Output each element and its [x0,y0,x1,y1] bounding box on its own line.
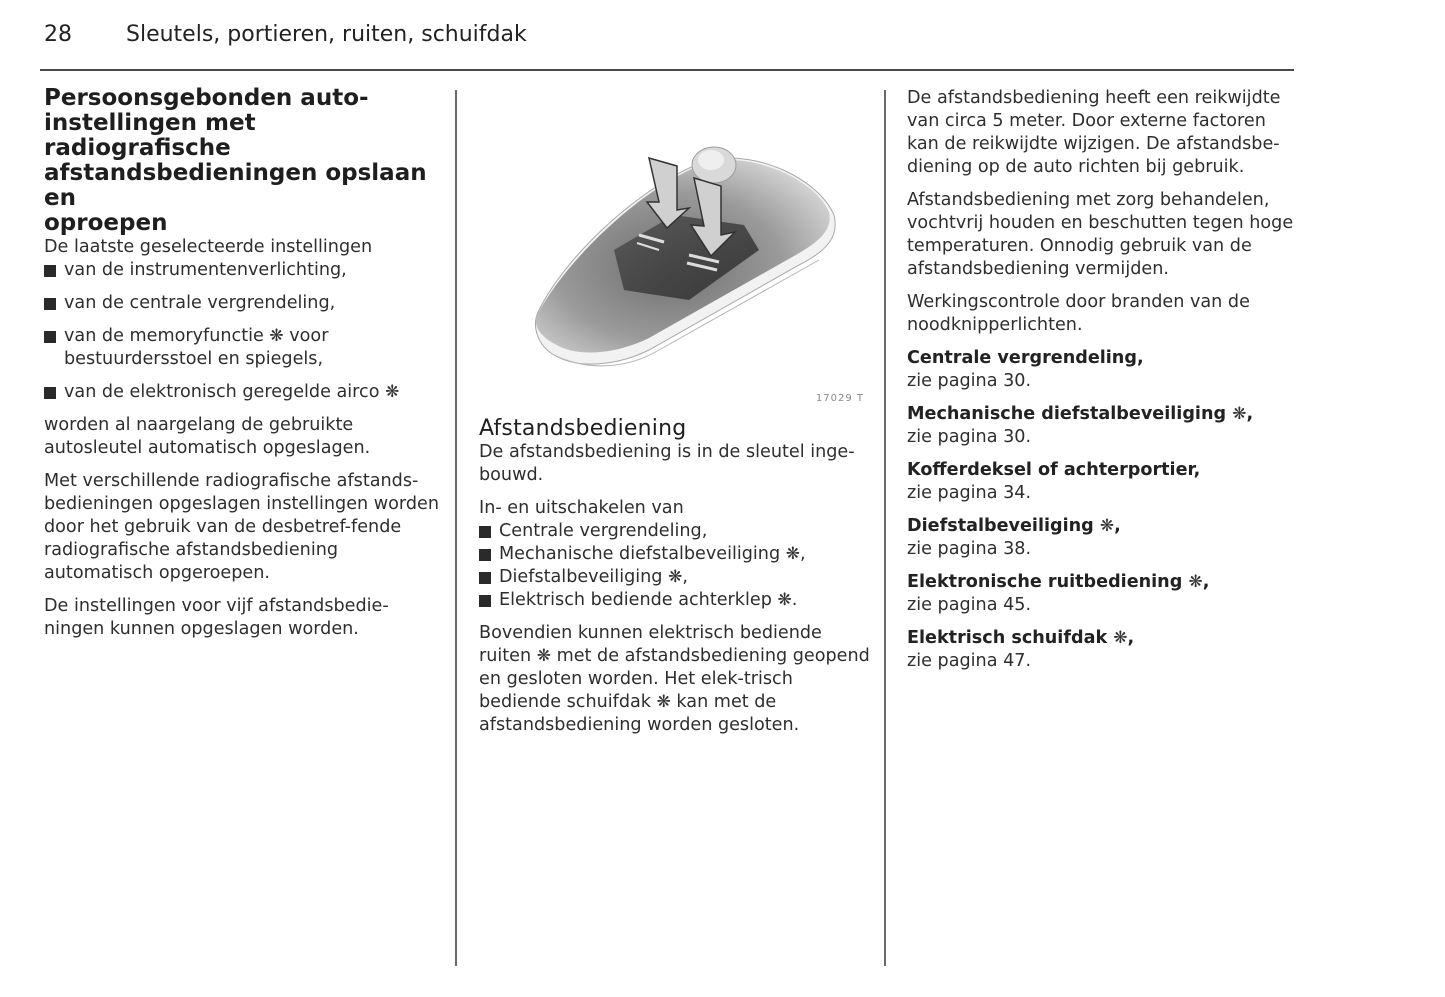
optional-equipment-star-icon: ❋ [269,326,284,346]
list-item [44,259,449,282]
paragraph: De afstandsbediening heeft een reikwijdte van circa 5 meter. Door externe factoren kan de reikwijdte wijzigen. De afstandsbe-diening op de auto richten bij gebruik. [907,88,1281,177]
punctuation: . [791,590,798,610]
list-item-text: Diefstalbeveiliging [499,567,663,587]
paragraph: Met verschillende radiografische afstands-bedieningen opgeslagen instellingen worden door het gebruik van de desbetref-fende radiografische afstandsbediening automatisch opgeroepen. [44,471,439,583]
square-bullet-icon [479,526,491,538]
page-number: 28 [44,22,72,47]
square-bullet-icon [44,387,56,399]
reference-title: Kofferdeksel of achterportier, [907,460,1201,480]
reference-title: Elektrisch schuifdak ❋, [907,628,1135,648]
list-item [44,381,449,404]
list-item [44,325,449,371]
reference-title: Mechanische diefstalbeveiliging ❋, [907,404,1254,424]
title-line: afstandsbedieningen opslaan en [44,160,427,211]
remote-functions-list [479,520,874,612]
optional-equipment-star-icon: ❋ [1232,404,1247,424]
list-item-text: van de elektronisch geregelde airco [64,382,380,402]
optional-equipment-star-icon: ❋ [385,382,400,402]
square-bullet-icon [44,298,56,310]
reference-central-locking[interactable] [907,347,1302,393]
reference-electric-sunroof[interactable] [907,627,1302,673]
optional-equipment-star-icon: ❋ [1099,516,1115,536]
paragraph: De instellingen voor vijf afstandsbedie-ningen kunnen opgeslagen worden. [44,596,389,639]
paragraph: Afstandsbediening met zorg behandelen, vochtvrij houden en beschutten tegen hoge temperaturen. Onnodig gebruik van de afstandsbediening vermijden. [907,190,1294,279]
reference-page-link[interactable]: zie pagina 30. [907,371,1032,391]
reference-electric-windows[interactable] [907,571,1302,617]
list-intro: In- en uitschakelen van [479,498,684,518]
square-bullet-icon [479,572,491,584]
list-item-text: van de centrale vergrendeling, [64,293,336,313]
list-item-text-continued: voor bestuurdersstoel en spiegels, [64,326,329,369]
paragraph-closing [479,622,874,737]
list-item [44,292,449,315]
punctuation: , [682,567,688,587]
reference-theft-protection[interactable] [907,515,1302,561]
settings-list [44,259,449,404]
list-item-text: van de memoryfunctie [64,326,264,346]
optional-equipment-star-icon: ❋ [785,544,800,564]
reference-mechanical-theft-protection[interactable] [907,403,1302,449]
optional-equipment-star-icon: ❋ [1188,572,1203,592]
square-bullet-icon [479,549,491,561]
text-part: Bovendien kunnen elektrisch bediende ruiten [479,623,822,666]
page-header [44,22,527,58]
reference-page-link[interactable]: zie pagina 45. [907,595,1032,615]
chapter-title: Sleutels, portieren, ruiten, schuifdak [126,22,527,47]
text-part: met de afstandsbediening geopend en gesloten worden. Het elek-trisch bediende schuifdak [479,646,870,712]
list-item [479,566,874,589]
list-item-text: Mechanische diefstalbeveiliging [499,544,781,564]
optional-equipment-star-icon: ❋ [1113,628,1128,648]
text-part: kan met de afstandsbediening worden gesloten. [479,692,800,735]
optional-equipment-star-icon: ❋ [668,567,683,587]
column-2 [479,110,874,747]
title-line: Persoonsgebonden auto- [44,85,369,111]
paragraph: De afstandsbediening is in de sleutel inge-bouwd. [479,442,855,485]
list-item-text: Elektrisch bediende achterklep [499,590,772,610]
column-divider-right [884,90,886,966]
figure-code: 17029 T [815,393,864,404]
title-line: oproepen [44,210,168,236]
list-item-text: Centrale vergrendeling, [499,521,708,541]
square-bullet-icon [44,331,56,343]
section-title-personal-settings [44,86,449,236]
reference-trunk-lid[interactable] [907,459,1302,505]
remote-key-figure [479,110,874,410]
remote-key-illustration-icon [499,110,859,380]
column-divider-left [455,90,457,966]
reference-page-link[interactable]: zie pagina 38. [907,539,1032,559]
list-item [479,520,874,543]
optional-equipment-star-icon: ❋ [656,692,671,712]
reference-title: Centrale vergrendeling, [907,348,1144,368]
reference-page-link[interactable]: zie pagina 30. [907,427,1032,447]
paragraph: Werkingscontrole door branden van de noodknipperlichten. [907,292,1250,335]
optional-equipment-star-icon: ❋ [536,646,551,666]
reference-title: Elektronische ruitbediening ❋, [907,572,1210,592]
list-item [479,589,874,612]
header-rule [40,69,1294,71]
list-item-text: van de instrumentenverlichting, [64,260,347,280]
paragraph: worden al naargelang de gebruikte autosleutel automatisch opgeslagen. [44,415,371,458]
intro-text: De laatste geselecteerde instellingen [44,237,373,257]
square-bullet-icon [44,265,56,277]
punctuation: , [799,544,806,564]
title-line: instellingen met radiografische [44,110,256,161]
column-3 [907,87,1302,683]
section-title-remote: Afstandsbediening [479,416,687,441]
optional-equipment-star-icon: ❋ [777,590,792,610]
square-bullet-icon [479,595,491,607]
reference-title: Diefstalbeveiliging ❋, [907,516,1121,536]
reference-page-link[interactable]: zie pagina 34. [907,483,1032,503]
reference-page-link[interactable]: zie pagina 47. [907,651,1032,671]
column-1 [44,86,449,651]
list-item [479,543,874,566]
